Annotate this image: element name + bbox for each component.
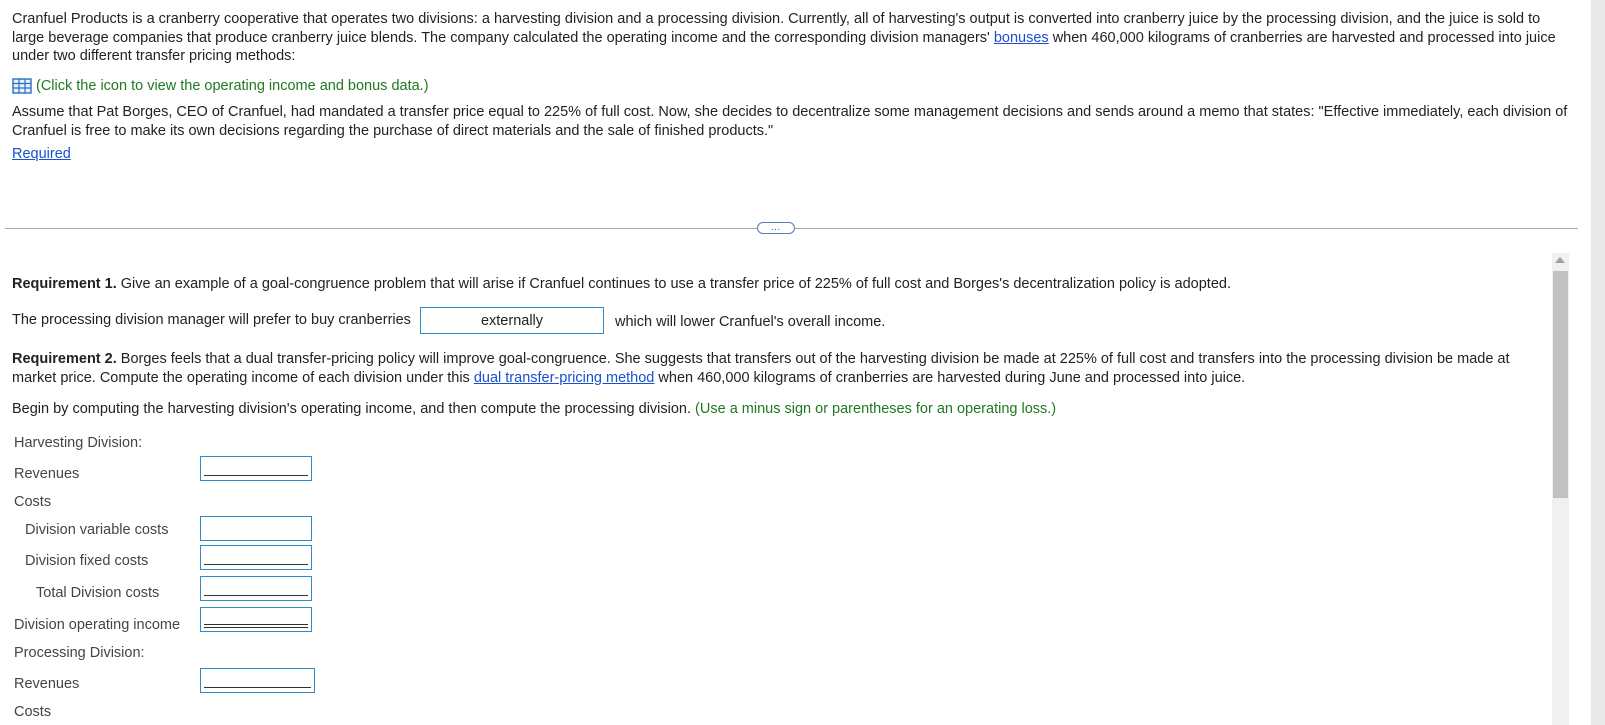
problem-statement bbox=[12, 10, 1572, 162]
harvesting-fixed-costs-input[interactable] bbox=[200, 545, 312, 570]
requirement-2 bbox=[12, 350, 1542, 387]
harvesting-total-costs-input[interactable] bbox=[200, 576, 312, 601]
assume-paragraph: Assume that Pat Borges, CEO of Cranfuel, had mandated a transfer price equal to 225% of full cost. Now, she decides to decentralize some management decisions and sends around a memo that states: "Effective immediately, each division of Cranfuel is free to make its own decisions regarding the purchase of direct materials and the sale of finished products." bbox=[12, 104, 1568, 139]
harvesting-revenues-input[interactable] bbox=[200, 456, 312, 481]
processing-costs-label: Costs bbox=[14, 704, 52, 720]
req1-line-prefix: The processing division manager will prefer to buy cranberries bbox=[12, 312, 411, 328]
req1-answer-dropdown[interactable]: externally bbox=[420, 307, 604, 334]
processing-revenues-input[interactable] bbox=[200, 668, 315, 693]
req1-text: Give an example of a goal-congruence problem that will arise if Cranfuel continues to use a transfer price of 225% of full cost and Borges's decentralization policy is adopted. bbox=[116, 276, 1231, 292]
harvesting-variable-costs-input[interactable] bbox=[200, 516, 312, 541]
scroll-up-arrow-icon[interactable] bbox=[1555, 257, 1565, 263]
intro-text-a: Cranfuel Products is a cranberry cooperative that operates two divisions: a harvesting division and a processing division. Currently, all of harvesting's output is converted into cranberry juice by the processing division, and the juice is sold to large beverage companies that produce cranberry juice blends. The company calculated the operating income and the corresponding division managers' bbox=[12, 11, 1541, 46]
bonuses-link[interactable]: bonuses bbox=[993, 29, 1049, 46]
harvesting-variable-costs-label: Division variable costs bbox=[25, 522, 169, 538]
begin-hint: (Use a minus sign or parentheses for an operating loss.) bbox=[691, 401, 1057, 417]
req1-heading: Requirement 1. bbox=[12, 276, 117, 292]
intro-text-b: when 460,000 kilograms of cranberries are harvested and processed into juice under two different transfer pricing methods: bbox=[12, 29, 1556, 64]
harvesting-fixed-costs-label: Division fixed costs bbox=[25, 553, 149, 569]
harvesting-total-costs-label: Total Division costs bbox=[36, 585, 160, 601]
harvesting-division-header: Harvesting Division: bbox=[14, 435, 143, 451]
dual-transfer-pricing-link[interactable]: dual transfer-pricing method bbox=[473, 369, 655, 386]
req2-text-b: when 460,000 kilograms of cranberries are harvested during June and processed into juice. bbox=[654, 369, 1246, 386]
processing-revenues-label: Revenues bbox=[14, 676, 80, 692]
intro-paragraph bbox=[12, 10, 1572, 66]
begin-instruction bbox=[12, 400, 1056, 419]
data-link-row[interactable] bbox=[12, 77, 1572, 96]
harvesting-costs-label: Costs bbox=[14, 494, 52, 510]
processing-division-header: Processing Division: bbox=[14, 645, 145, 661]
req2-text-a: Borges feels that a dual transfer-pricing policy will improve goal-congruence. She suggests that transfers out of the harvesting division be made at 225% of full cost and transfers into the processing division be made at market price. Compute the operating income of each division under this bbox=[12, 351, 1510, 386]
window-edge bbox=[1591, 0, 1605, 725]
harvesting-revenues-label: Revenues bbox=[14, 466, 80, 482]
harvesting-operating-income-input[interactable] bbox=[200, 607, 312, 632]
requirement-1 bbox=[12, 275, 1231, 294]
data-link-text[interactable]: (Click the icon to view the operating income and bonus data.) bbox=[36, 77, 429, 94]
req2-heading: Requirement 2. bbox=[12, 351, 117, 367]
required-link[interactable]: Required bbox=[12, 146, 71, 162]
harvesting-operating-income-label: Division operating income bbox=[14, 617, 181, 633]
begin-text: Begin by computing the harvesting division's operating income, and then compute the processing division. bbox=[12, 401, 692, 417]
req1-line-suffix: which will lower Cranfuel's overall income. bbox=[615, 314, 886, 330]
scrollbar-thumb[interactable] bbox=[1553, 271, 1568, 498]
table-icon[interactable] bbox=[12, 78, 32, 94]
expand-more-button[interactable]: … bbox=[757, 222, 795, 234]
